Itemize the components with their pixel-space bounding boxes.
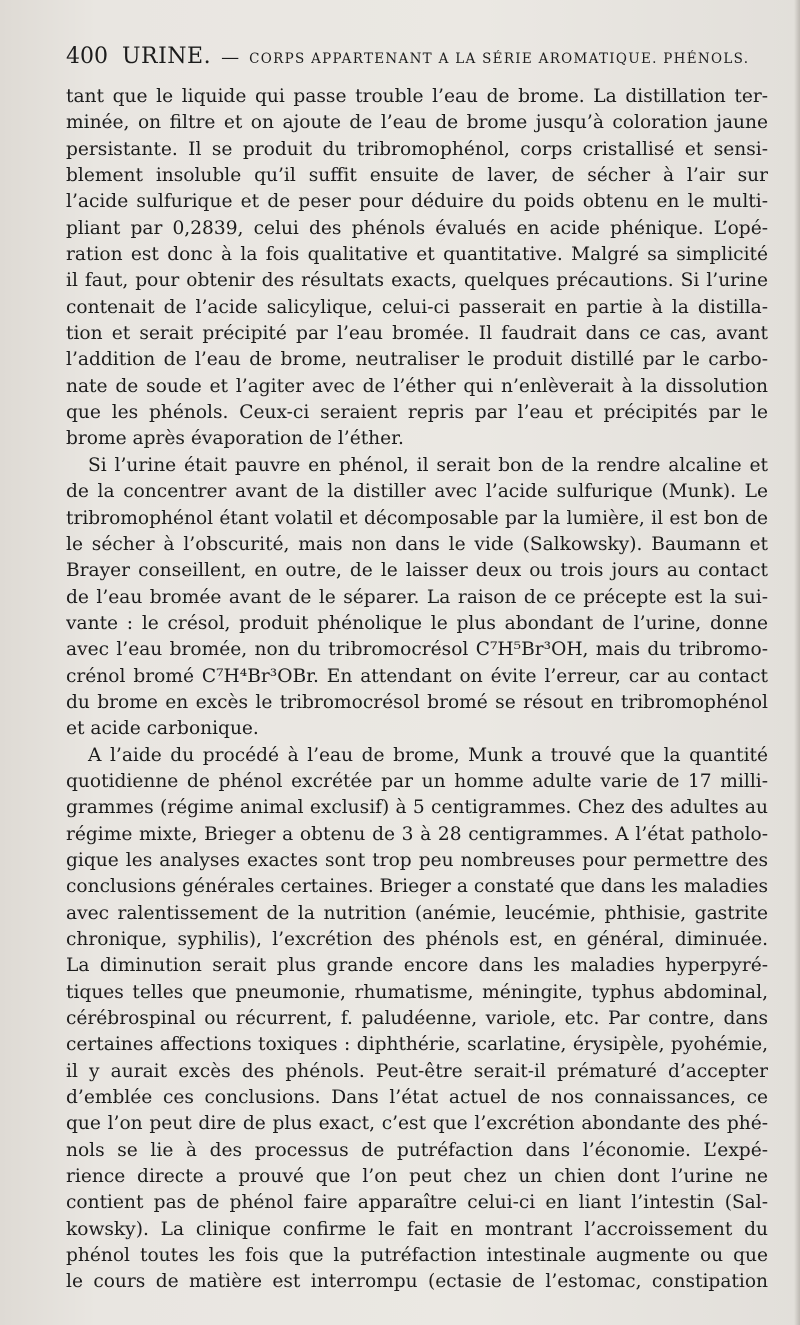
text-line: avec ralentissement de la nutrition (anémie, leucémie, phthisie, gastrite — [66, 902, 768, 924]
body-text — [66, 84, 768, 1296]
paragraph-first-line: Si l’urine était pauvre en phénol, il serait bon de la rendre alcaline et — [88, 454, 768, 476]
text-line: tion et serait précipité par l’eau bromée. Il faudrait dans ce cas, avant — [66, 323, 768, 345]
paragraph-first-line: A l’aide du procédé à l’eau de brome, Munk a trouvé que la quantité — [88, 744, 768, 766]
text-line: persistante. Il se produit du tribromophénol, corps cristallisé et sensi- — [66, 138, 768, 160]
text-line: conclusions générales certaines. Brieger a constaté que dans les maladies — [66, 876, 768, 898]
text-line: l’addition de l’eau de brome, neutraliser le produit distillé par le carbo- — [66, 349, 768, 371]
text-line: nate de soude et l’agiter avec de l’éther qui n’enlèverait à la dissolution — [66, 375, 768, 397]
text-line: grammes (régime animal exclusif) à 5 centigrammes. Chez des adultes au — [66, 797, 768, 819]
text-line: kowsky). La clinique confirme le fait en montrant l’accroissement du — [66, 1218, 768, 1240]
page-number: 400 — [66, 44, 108, 69]
text-line: minée, on filtre et on ajoute de l’eau de brome jusqu’à coloration jaune — [66, 112, 768, 134]
text-line: La diminution serait plus grande encore dans les maladies hyperpyré- — [66, 955, 768, 977]
text-line: régime mixte, Brieger a obtenu de 3 à 28 centigrammes. A l’état patholo- — [66, 823, 768, 845]
text-line: Brayer conseillent, en outre, de le laisser deux ou trois jours au contact — [66, 560, 768, 582]
text-line: il faut, pour obtenir des résultats exacts, quelques précautions. Si l’urine — [66, 270, 768, 292]
chapter-title: URINE. — [122, 44, 212, 69]
text-line: de l’eau bromée avant de le séparer. La raison de ce précepte est la sui- — [66, 586, 768, 608]
text-line: que les phénols. Ceux-ci seraient repris par l’eau et précipités par le — [66, 402, 768, 424]
text-line: l’acide sulfurique et de peser pour déduire du poids obtenu en le multi- — [66, 191, 768, 213]
text-line: il y aurait excès des phénols. Peut-être serait-il prématuré d’accepter — [66, 1060, 768, 1082]
text-line: cérébrospinal ou récurrent, f. paludéenne, variole, etc. Par contre, dans — [66, 1008, 768, 1030]
text-line: tribromophénol étant volatil et décomposable par la lumière, il est bon de — [66, 507, 768, 529]
text-line: nols se lie à des processus de putréfaction dans l’économie. L’expé- — [66, 1139, 768, 1161]
text-line: avec l’eau bromée, non du tribromocrésol C⁷H⁵Br³OH, mais du tribromo- — [66, 639, 768, 661]
text-line: phénol toutes les fois que la putréfaction intestinale augmente ou que — [66, 1245, 768, 1267]
paragraph-end-line: et acide carbonique. — [66, 718, 259, 740]
text-line: que l’on peut dire de plus exact, c’est que l’excrétion abondante des phé- — [66, 1113, 768, 1135]
paragraph-end-line: brome après évaporation de l’éther. — [66, 428, 404, 450]
text-line: vante : le crésol, produit phénolique le plus abondant de l’urine, donne — [66, 612, 768, 634]
text-line: certaines affections toxiques : diphthérie, scarlatine, érysipèle, pyohémie, — [66, 1034, 768, 1056]
text-line: gique les analyses exactes sont trop peu nombreuses pour permettre des — [66, 849, 768, 871]
text-line: du brome en excès le tribromocrésol bromé se résout en tribromophénol — [66, 691, 768, 713]
text-line: de la concentrer avant de la distiller avec l’acide sulfurique (Munk). Le — [66, 481, 768, 503]
text-line: ration est donc à la fois qualitative et quantitative. Malgré sa simplicité — [66, 244, 768, 266]
page-edge-shadow — [794, 0, 800, 1325]
text-line: tiques telles que pneumonie, rhumatisme, méningite, typhus abdominal, — [66, 981, 768, 1003]
text-line: tant que le liquide qui passe trouble l’eau de brome. La distillation ter- — [66, 86, 768, 107]
text-line: contient pas de phénol faire apparaître celui-ci en liant l’intestin (Sal- — [66, 1192, 768, 1214]
header-dash: — — [221, 47, 240, 68]
text-line: pliant par 0,2839, celui des phénols évalués en acide phénique. L’opé- — [66, 217, 768, 239]
text-line: blement insoluble qu’il suffit ensuite de laver, de sécher à l’air sur — [66, 165, 768, 187]
text-line: le sécher à l’obscurité, mais non dans le vide (Salkowsky). Baumann et — [66, 533, 768, 555]
text-line: quotidienne de phénol excrétée par un homme adulte varie de 17 milli- — [66, 770, 768, 792]
text-line: crénol bromé C⁷H⁴Br³OBr. En attendant on évite l’erreur, car au contact — [66, 665, 768, 687]
text-line: contenait de l’acide salicylique, celui-ci passerait en partie à la distilla- — [66, 296, 768, 318]
text-line: chronique, syphilis), l’excrétion des phénols est, en général, diminuée. — [66, 929, 768, 950]
text-line: rience directe a prouvé que l’on peut chez un chien dont l’urine ne — [66, 1166, 768, 1188]
running-head — [66, 44, 768, 78]
text-line: le cours de matière est interrompu (ectasie de l’estomac, constipation — [66, 1271, 768, 1293]
section-title: CORPS APPARTENANT A LA SÉRIE AROMATIQUE. PHÉNOLS. — [249, 51, 750, 67]
text-line: d’emblée ces conclusions. Dans l’état actuel de nos connaissances, ce — [66, 1087, 768, 1109]
